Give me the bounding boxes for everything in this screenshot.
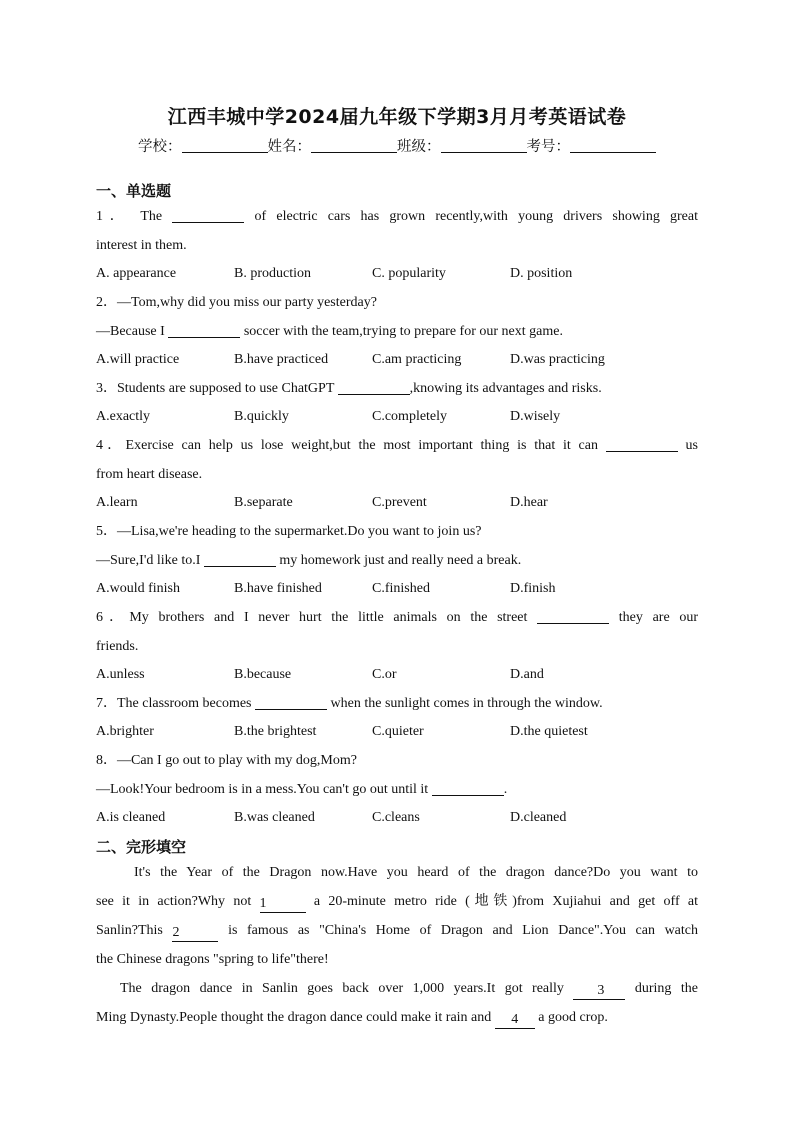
answer-blank[interactable] — [255, 694, 327, 710]
number-blank[interactable] — [570, 140, 656, 153]
option-b[interactable]: B.have practiced — [234, 352, 329, 367]
passage-text: Sanlin?This — [96, 923, 163, 938]
question-line: 5．—Lisa,we're heading to the supermarket.Do you want to join us? — [96, 524, 482, 539]
passage-text: see it in action?Why not — [96, 894, 252, 909]
option-c[interactable]: C.cleans — [372, 810, 420, 825]
question-line: interest in them. — [96, 238, 187, 253]
passage-line — [96, 974, 698, 1003]
question-line — [96, 431, 698, 460]
options-row — [96, 260, 698, 288]
cloze-blank-4[interactable]: 4 — [495, 1012, 535, 1029]
passage-line: It's the Year of the Dragon now.Have you heard of the dragon dance?Do you want to — [134, 865, 698, 880]
question-2 — [96, 288, 698, 374]
question-line — [96, 202, 698, 231]
passage-text: The dragon dance in Sanlin goes back over 1,000 years.It got really — [120, 981, 564, 996]
option-b[interactable]: B.the brightest — [234, 724, 317, 739]
question-text: 6．My brothers and I never hurt the little animals on the street — [96, 610, 528, 625]
section-heading-single-choice: 一、单选题 — [96, 182, 172, 200]
school-label: 学校： — [138, 139, 182, 155]
options-row — [96, 575, 698, 603]
option-a[interactable]: A.will practice — [96, 352, 180, 367]
question-text: 4．Exercise can help us lose weight,but the most important thing is that it can — [96, 438, 598, 453]
question-5 — [96, 517, 698, 603]
passage-line — [96, 1003, 698, 1032]
class-label: 班级： — [397, 139, 441, 155]
number-label: 考号： — [526, 139, 570, 155]
question-text: . — [503, 782, 508, 797]
passage-line: the Chinese dragons "spring to life"there! — [96, 952, 329, 967]
name-blank[interactable] — [311, 140, 397, 153]
answer-blank[interactable] — [168, 322, 240, 338]
answer-blank[interactable] — [338, 379, 410, 395]
option-d[interactable]: D.hear — [510, 495, 548, 510]
question-text: us — [685, 438, 698, 453]
question-text: 7．The classroom becomes — [96, 696, 252, 711]
answer-blank[interactable] — [606, 436, 678, 452]
question-text: —Look!Your bedroom is in a mess.You can't go out until it — [96, 782, 429, 797]
question-line — [96, 546, 698, 575]
option-d[interactable]: D.cleaned — [510, 810, 567, 825]
option-d[interactable]: D.wisely — [510, 409, 561, 424]
option-c[interactable]: C. popularity — [372, 266, 446, 281]
option-b[interactable]: B. production — [234, 266, 311, 281]
passage-line — [96, 887, 698, 916]
question-text: my homework just and really need a break. — [279, 553, 522, 568]
question-text: soccer with the team,trying to prepare for our next game. — [243, 324, 563, 339]
option-a[interactable]: A.unless — [96, 667, 145, 682]
question-line — [96, 689, 698, 718]
option-a[interactable]: A.is cleaned — [96, 810, 166, 825]
option-d[interactable]: D.was practicing — [510, 352, 605, 367]
answer-blank[interactable] — [204, 551, 276, 567]
passage-line — [96, 916, 698, 945]
option-c[interactable]: C.completely — [372, 409, 448, 424]
cloze-blank-2[interactable]: 2 — [172, 925, 218, 942]
class-blank[interactable] — [441, 140, 527, 153]
options-row — [96, 661, 698, 689]
cloze-blank-3[interactable]: 3 — [573, 983, 625, 1000]
option-c[interactable]: C.quieter — [372, 724, 424, 739]
option-d[interactable]: D.the quietest — [510, 724, 588, 739]
question-8 — [96, 746, 698, 832]
option-d[interactable]: D.finish — [510, 581, 556, 596]
question-text: of electric cars has grown recently,with young drivers showing great — [254, 209, 698, 224]
option-a[interactable]: A.would finish — [96, 581, 180, 596]
option-d[interactable]: D.and — [510, 667, 544, 682]
name-label: 姓名： — [267, 139, 311, 155]
question-7 — [96, 689, 698, 746]
cloze-passage — [96, 858, 698, 1032]
option-b[interactable]: B.was cleaned — [234, 810, 315, 825]
question-line: 8．—Can I go out to play with my dog,Mom? — [96, 753, 357, 768]
option-a[interactable]: A.exactly — [96, 409, 151, 424]
options-row — [96, 804, 698, 832]
option-b[interactable]: B.have finished — [234, 581, 322, 596]
options-row — [96, 489, 698, 517]
question-line — [96, 317, 698, 346]
question-line — [96, 775, 698, 804]
option-b[interactable]: B.separate — [234, 495, 293, 510]
option-a[interactable]: A.brighter — [96, 724, 154, 739]
cloze-blank-1[interactable]: 1 — [260, 896, 306, 913]
option-c[interactable]: C.or — [372, 667, 397, 682]
passage-text: during the — [634, 981, 698, 996]
question-text: 1． The — [96, 209, 163, 224]
section-heading-cloze: 二、完形填空 — [96, 838, 187, 856]
question-line — [96, 603, 698, 632]
question-text: —Sure,I'd like to.I — [96, 553, 201, 568]
option-b[interactable]: B.because — [234, 667, 292, 682]
option-c[interactable]: C.prevent — [372, 495, 427, 510]
question-text: when the sunlight comes in through the window. — [330, 696, 603, 711]
answer-blank[interactable] — [537, 608, 609, 624]
option-b[interactable]: B.quickly — [234, 409, 289, 424]
option-c[interactable]: C.am practicing — [372, 352, 462, 367]
option-c[interactable]: C.finished — [372, 581, 430, 596]
question-4 — [96, 431, 698, 517]
options-row — [96, 346, 698, 374]
question-text: —Because I — [96, 324, 165, 339]
question-6 — [96, 603, 698, 689]
exam-content — [96, 176, 698, 1032]
passage-text: a 20-minute metro ride (地铁)from Xujiahui and get off at — [313, 894, 699, 909]
passage-text: is famous as "China's Home of Dragon and Lion Dance".You can watch — [228, 923, 698, 938]
answer-blank[interactable] — [432, 780, 504, 796]
page-title: 江西丰城中学2024届九年级下学期3月月考英语试卷 — [167, 106, 627, 128]
options-row — [96, 403, 698, 431]
question-text: 3．Students are supposed to use ChatGPT — [96, 381, 335, 396]
school-blank[interactable] — [182, 140, 268, 153]
question-line: friends. — [96, 639, 139, 654]
question-line: 2．—Tom,why did you miss our party yesterday? — [96, 295, 377, 310]
question-1 — [96, 202, 698, 288]
question-line: from heart disease. — [96, 467, 203, 482]
student-info-row — [0, 135, 794, 156]
question-3 — [96, 374, 698, 431]
answer-blank[interactable] — [172, 207, 244, 223]
options-row — [96, 718, 698, 746]
passage-text: a good crop. — [538, 1010, 608, 1025]
option-a[interactable]: A. appearance — [96, 266, 177, 281]
passage-text: Ming Dynasty.People thought the dragon dance could make it rain and — [96, 1010, 492, 1025]
question-text: ,knowing its advantages and risks. — [409, 381, 602, 396]
option-a[interactable]: A.learn — [96, 495, 138, 510]
question-text: they are our — [618, 610, 699, 625]
option-d[interactable]: D. position — [510, 266, 573, 281]
question-line — [96, 374, 698, 403]
